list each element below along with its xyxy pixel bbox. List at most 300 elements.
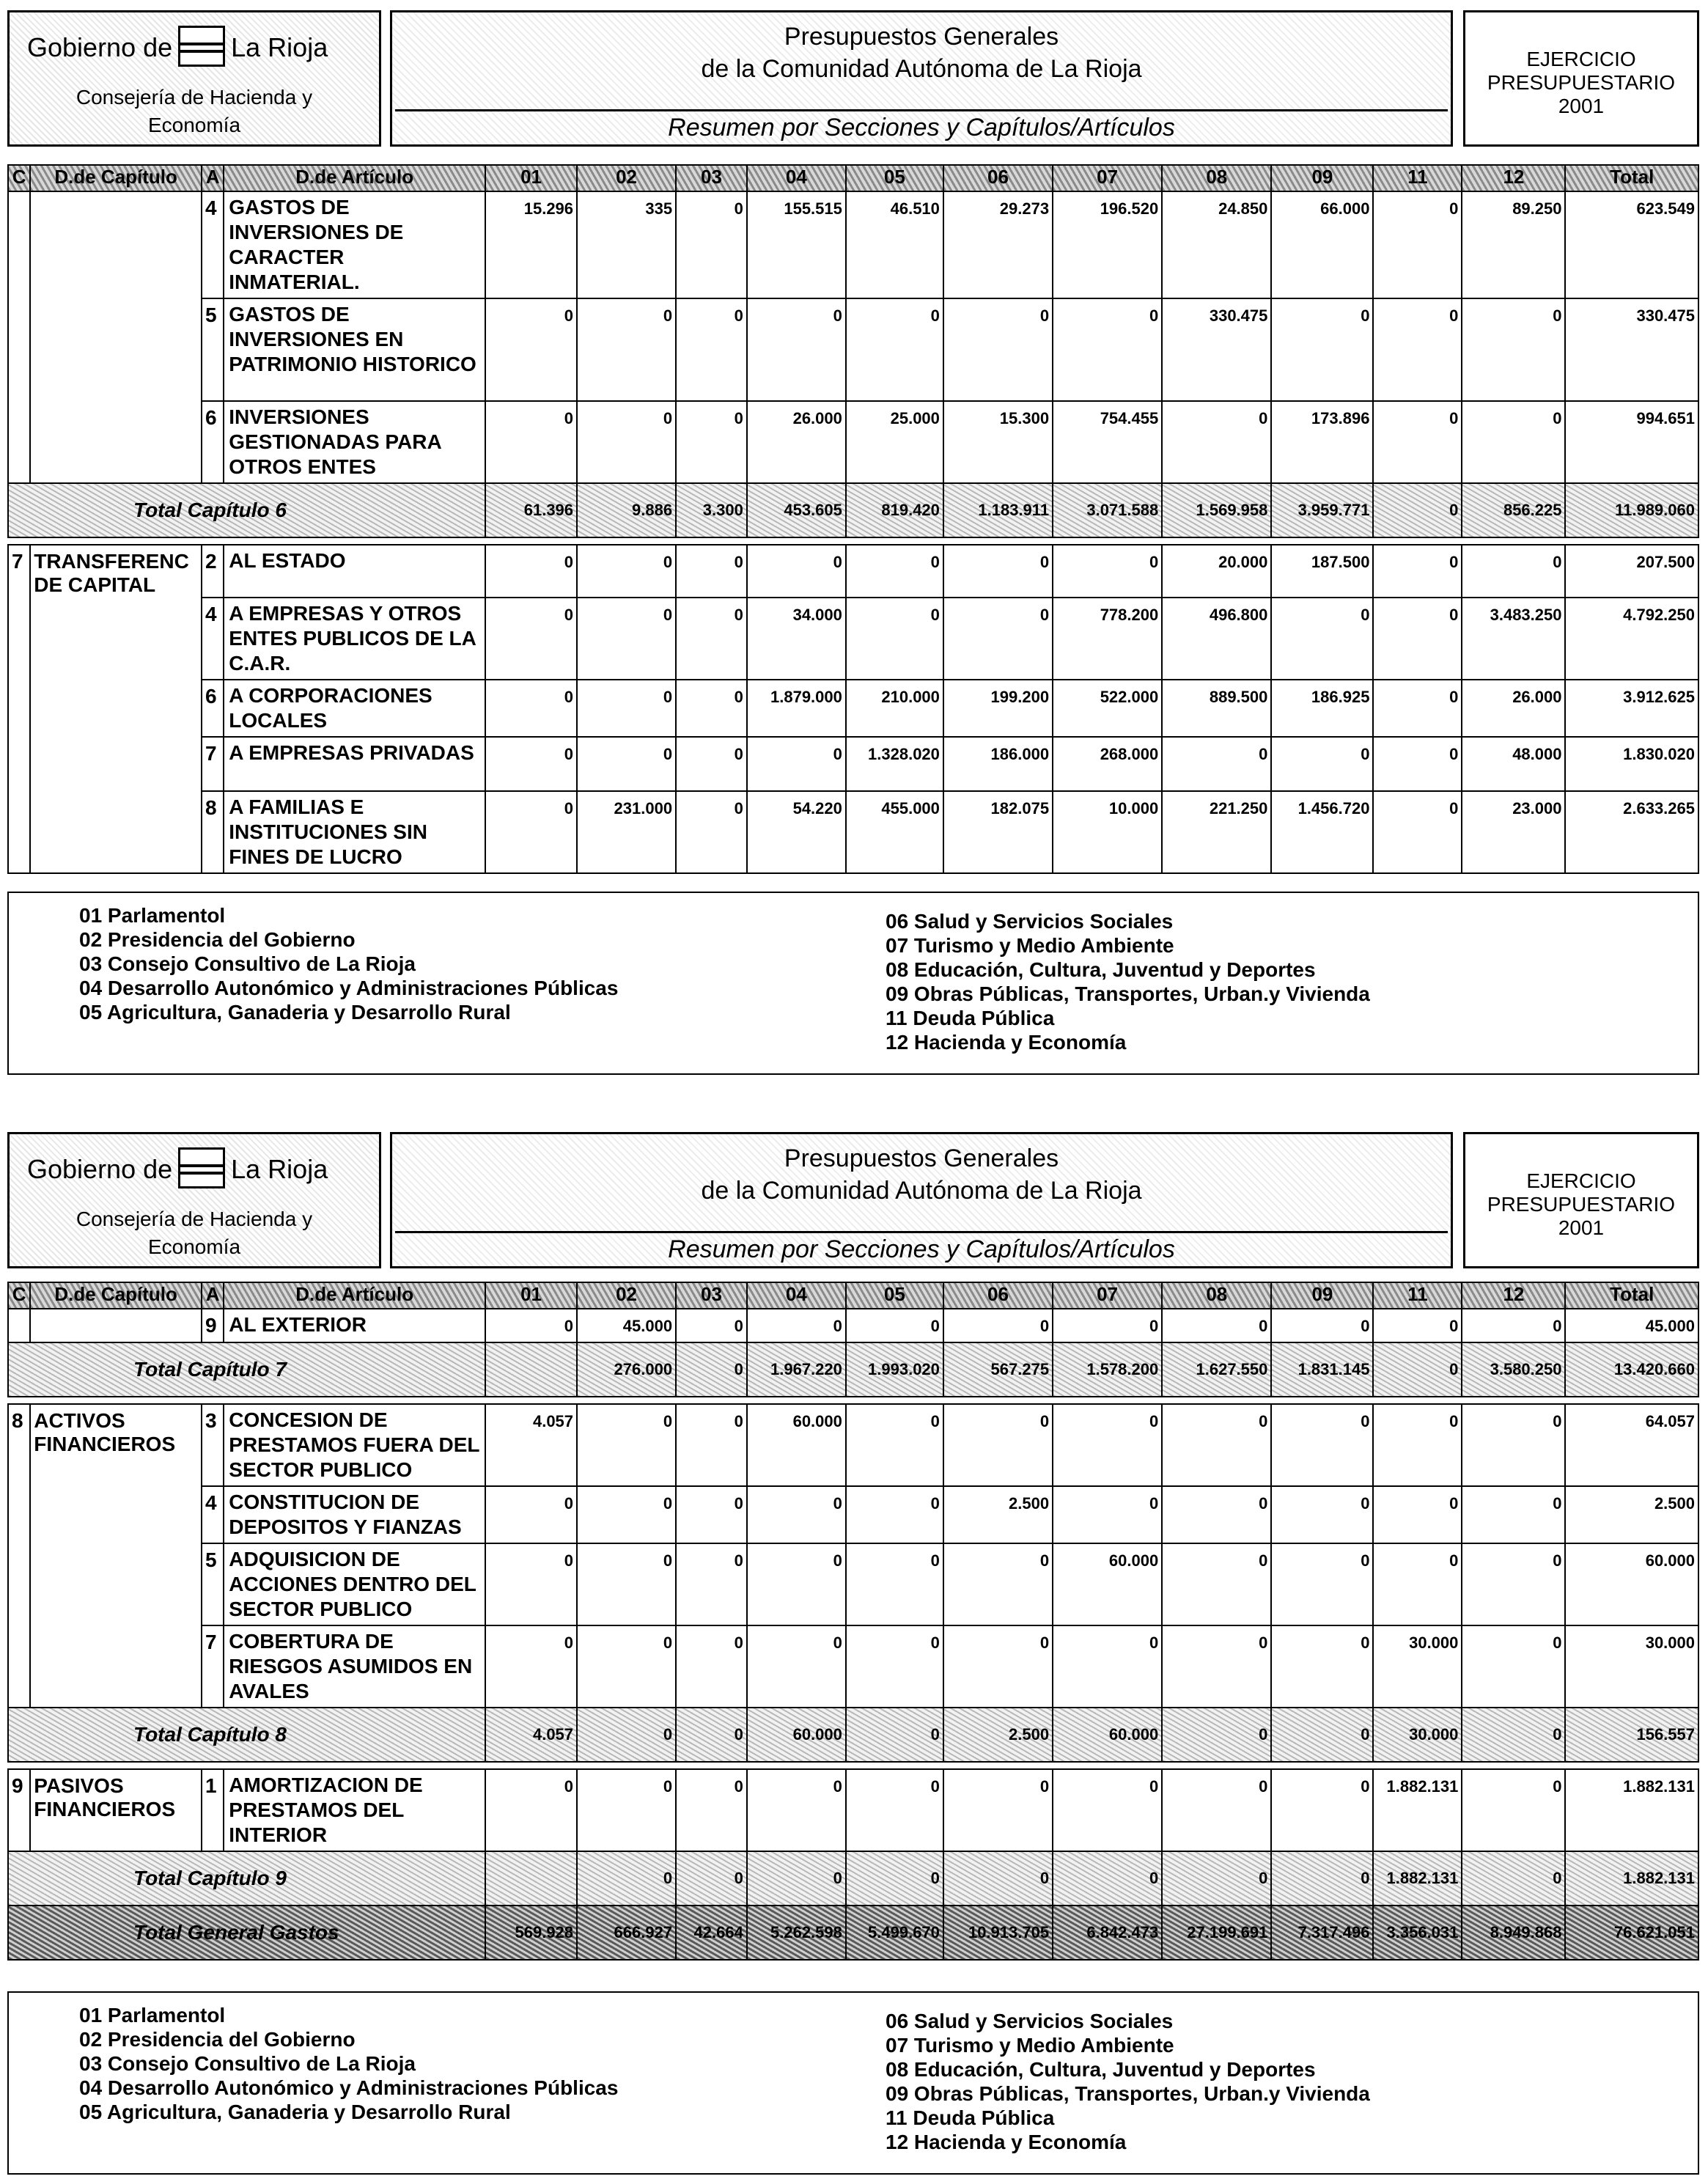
article-description: AMORTIZACION DE PRESTAMOS DEL INTERIOR bbox=[224, 1769, 485, 1851]
table-row bbox=[8, 545, 1698, 598]
article-description: CONCESION DE PRESTAMOS FUERA DEL SECTOR PUBLICO bbox=[224, 1404, 485, 1486]
consejeria-line1: Consejería de Hacienda y bbox=[76, 1208, 313, 1230]
column-header: D.de Capítulo bbox=[30, 1282, 202, 1309]
total-amount: 3.959.771 bbox=[1271, 483, 1373, 537]
table-row bbox=[8, 1543, 1698, 1625]
amount-cell: 0 bbox=[1373, 1486, 1462, 1543]
chapter-code bbox=[8, 1309, 30, 1342]
article-code: 1 bbox=[202, 1769, 224, 1851]
amount-cell: 0 bbox=[1271, 1543, 1373, 1625]
ejercicio-box bbox=[1463, 1132, 1699, 1268]
amount-cell: 0 bbox=[747, 298, 846, 401]
amount-cell: 60.000 bbox=[1565, 1543, 1698, 1625]
total-amount: 3.356.031 bbox=[1373, 1906, 1462, 1960]
amount-cell: 0 bbox=[943, 545, 1053, 598]
amount-cell: 0 bbox=[1053, 1625, 1162, 1708]
amount-cell: 0 bbox=[1373, 1309, 1462, 1342]
total-amount: 0 bbox=[846, 1851, 943, 1906]
amount-cell: 4.057 bbox=[485, 1404, 577, 1486]
column-header: 02 bbox=[577, 165, 676, 191]
column-header: Total bbox=[1565, 1282, 1698, 1309]
total-amount: 42.664 bbox=[676, 1906, 747, 1960]
gov-name-part2: La Rioja bbox=[231, 1154, 328, 1184]
amount-cell: 0 bbox=[1271, 298, 1373, 401]
column-header: C bbox=[8, 1282, 30, 1309]
chapter-name: PASIVOS FINANCIEROS bbox=[30, 1769, 202, 1851]
amount-cell: 34.000 bbox=[747, 598, 846, 680]
column-header-row bbox=[8, 1282, 1698, 1309]
total-amount: 0 bbox=[676, 1708, 747, 1762]
table-row bbox=[8, 791, 1698, 873]
amount-cell: 1.830.020 bbox=[1565, 737, 1698, 791]
amount-cell: 3.912.625 bbox=[1565, 680, 1698, 737]
amount-cell: 0 bbox=[846, 1625, 943, 1708]
total-row-cap7 bbox=[8, 1342, 1698, 1397]
total-amount: 0 bbox=[676, 1342, 747, 1397]
title-box bbox=[390, 10, 1453, 147]
page-header bbox=[0, 1122, 1708, 1272]
article-description: GASTOS DE INVERSIONES EN PATRIMONIO HISTORICO bbox=[224, 298, 485, 401]
amount-cell: 1.456.720 bbox=[1271, 791, 1373, 873]
total-amount: 9.886 bbox=[577, 483, 676, 537]
amount-cell: 0 bbox=[747, 545, 846, 598]
amount-cell: 0 bbox=[1271, 737, 1373, 791]
amount-cell: 0 bbox=[1373, 791, 1462, 873]
amount-cell: 0 bbox=[577, 598, 676, 680]
legend-item: 02 Presidencia del Gobierno bbox=[79, 2028, 356, 2051]
total-amount bbox=[485, 1851, 577, 1906]
legend-item: 05 Agricultura, Ganaderia y Desarrollo Rural bbox=[79, 2101, 511, 2123]
amount-cell: 0 bbox=[676, 680, 747, 737]
amount-cell: 0 bbox=[943, 1625, 1053, 1708]
total-amount: 6.842.473 bbox=[1053, 1906, 1162, 1960]
article-description: CONSTITUCION DE DEPOSITOS Y FIANZAS bbox=[224, 1486, 485, 1543]
total-amount: 0 bbox=[747, 1851, 846, 1906]
legend-item: 01 Parlamentol bbox=[79, 904, 226, 927]
section-legend bbox=[7, 1991, 1699, 2175]
budget-table bbox=[7, 1282, 1699, 1961]
chapter-code: 8 bbox=[8, 1404, 30, 1708]
legend-right bbox=[886, 909, 1370, 1054]
total-label: Total Capítulo 7 bbox=[8, 1342, 485, 1397]
row-separator bbox=[8, 537, 1698, 545]
total-amount: 0 bbox=[1162, 1851, 1271, 1906]
la-rioja-logo-icon bbox=[178, 26, 225, 67]
total-amount: 1.569.958 bbox=[1162, 483, 1271, 537]
column-header: Total bbox=[1565, 165, 1698, 191]
total-amount: 666.927 bbox=[577, 1906, 676, 1960]
amount-cell: 0 bbox=[846, 1404, 943, 1486]
section-legend bbox=[7, 892, 1699, 1075]
total-amount: 0 bbox=[1053, 1851, 1162, 1906]
amount-cell: 187.500 bbox=[1271, 545, 1373, 598]
amount-cell: 46.510 bbox=[846, 191, 943, 298]
amount-cell: 2.633.265 bbox=[1565, 791, 1698, 873]
amount-cell: 0 bbox=[676, 545, 747, 598]
table-row bbox=[8, 1309, 1698, 1342]
amount-cell: 0 bbox=[485, 401, 577, 483]
amount-cell: 182.075 bbox=[943, 791, 1053, 873]
article-code: 9 bbox=[202, 1309, 224, 1342]
amount-cell: 0 bbox=[577, 737, 676, 791]
legend-item: 04 Desarrollo Autonómico y Administraciones Públicas bbox=[79, 2076, 619, 2099]
total-amount: 1.967.220 bbox=[747, 1342, 846, 1397]
amount-cell: 0 bbox=[747, 1486, 846, 1543]
total-amount: 60.000 bbox=[747, 1708, 846, 1762]
government-logo-box bbox=[7, 1132, 381, 1268]
column-header: 05 bbox=[846, 1282, 943, 1309]
article-description: A EMPRESAS PRIVADAS bbox=[224, 737, 485, 791]
amount-cell: 496.800 bbox=[1162, 598, 1271, 680]
total-amount: 567.275 bbox=[943, 1342, 1053, 1397]
total-amount: 76.621.051 bbox=[1565, 1906, 1698, 1960]
total-amount: 27.199.691 bbox=[1162, 1906, 1271, 1960]
ejercicio-line2: PRESUPUESTARIO bbox=[1487, 1193, 1676, 1216]
column-header: 03 bbox=[676, 165, 747, 191]
amount-cell: 207.500 bbox=[1565, 545, 1698, 598]
amount-cell: 0 bbox=[1373, 191, 1462, 298]
total-amount: 13.420.660 bbox=[1565, 1342, 1698, 1397]
amount-cell: 54.220 bbox=[747, 791, 846, 873]
amount-cell: 0 bbox=[846, 1486, 943, 1543]
amount-cell: 994.651 bbox=[1565, 401, 1698, 483]
amount-cell: 66.000 bbox=[1271, 191, 1373, 298]
amount-cell: 0 bbox=[747, 737, 846, 791]
article-code: 4 bbox=[202, 191, 224, 298]
amount-cell: 2.500 bbox=[943, 1486, 1053, 1543]
amount-cell: 0 bbox=[1271, 1769, 1373, 1851]
total-amount: 0 bbox=[676, 1851, 747, 1906]
ejercicio-line1: EJERCICIO bbox=[1526, 48, 1636, 70]
article-description: COBERTURA DE RIESGOS ASUMIDOS EN AVALES bbox=[224, 1625, 485, 1708]
amount-cell: 0 bbox=[577, 545, 676, 598]
amount-cell: 0 bbox=[676, 401, 747, 483]
amount-cell: 0 bbox=[1462, 1486, 1565, 1543]
table-row bbox=[8, 1404, 1698, 1486]
gov-name-part1: Gobierno de bbox=[27, 1154, 173, 1184]
column-header: A bbox=[202, 165, 224, 191]
total-row-cap6 bbox=[8, 483, 1698, 537]
amount-cell: 0 bbox=[485, 1543, 577, 1625]
amount-cell: 0 bbox=[1462, 1404, 1565, 1486]
column-header: 11 bbox=[1373, 165, 1462, 191]
amount-cell: 0 bbox=[485, 598, 577, 680]
legend-item: 02 Presidencia del Gobierno bbox=[79, 928, 356, 951]
amount-cell: 0 bbox=[846, 298, 943, 401]
total-amount: 0 bbox=[943, 1851, 1053, 1906]
article-description: A FAMILIAS E INSTITUCIONES SIN FINES DE LUCRO bbox=[224, 791, 485, 873]
total-amount: 4.057 bbox=[485, 1708, 577, 1762]
total-amount: 7.317.496 bbox=[1271, 1906, 1373, 1960]
article-description: GASTOS DE INVERSIONES DE CARACTER INMATERIAL. bbox=[224, 191, 485, 298]
amount-cell: 2.500 bbox=[1565, 1486, 1698, 1543]
total-amount: 0 bbox=[846, 1708, 943, 1762]
article-description: INVERSIONES GESTIONADAS PARA OTROS ENTES bbox=[224, 401, 485, 483]
amount-cell: 0 bbox=[943, 1543, 1053, 1625]
legend-item: 08 Educación, Cultura, Juventud y Deportes bbox=[886, 2058, 1316, 2081]
title-divider bbox=[395, 1231, 1448, 1233]
column-header-row bbox=[8, 165, 1698, 191]
column-header: 08 bbox=[1162, 165, 1271, 191]
amount-cell: 0 bbox=[1271, 1309, 1373, 1342]
amount-cell: 60.000 bbox=[1053, 1543, 1162, 1625]
amount-cell: 0 bbox=[1462, 401, 1565, 483]
amount-cell: 0 bbox=[485, 298, 577, 401]
total-amount: 10.913.705 bbox=[943, 1906, 1053, 1960]
amount-cell: 26.000 bbox=[747, 401, 846, 483]
title-line2: de la Comunidad Autónoma de La Rioja bbox=[701, 1177, 1142, 1205]
total-amount: 156.557 bbox=[1565, 1708, 1698, 1762]
total-amount: 569.928 bbox=[485, 1906, 577, 1960]
amount-cell: 1.879.000 bbox=[747, 680, 846, 737]
chapter-name bbox=[30, 1309, 202, 1342]
legend-item: 12 Hacienda y Economía bbox=[886, 1031, 1127, 1054]
table-row bbox=[8, 1625, 1698, 1708]
total-label: Total Capítulo 9 bbox=[8, 1851, 485, 1906]
amount-cell: 199.200 bbox=[943, 680, 1053, 737]
amount-cell: 268.000 bbox=[1053, 737, 1162, 791]
total-amount: 5.262.598 bbox=[747, 1906, 846, 1960]
amount-cell: 0 bbox=[1162, 1543, 1271, 1625]
amount-cell: 29.273 bbox=[943, 191, 1053, 298]
amount-cell: 15.300 bbox=[943, 401, 1053, 483]
total-amount: 856.225 bbox=[1462, 483, 1565, 537]
amount-cell: 330.475 bbox=[1565, 298, 1698, 401]
legend-left bbox=[79, 903, 618, 1024]
amount-cell: 0 bbox=[846, 1543, 943, 1625]
amount-cell: 0 bbox=[1162, 1769, 1271, 1851]
article-code: 2 bbox=[202, 545, 224, 598]
amount-cell: 0 bbox=[846, 598, 943, 680]
amount-cell: 1.882.131 bbox=[1373, 1769, 1462, 1851]
amount-cell: 0 bbox=[943, 298, 1053, 401]
chapter-name bbox=[30, 191, 202, 483]
amount-cell: 0 bbox=[846, 1769, 943, 1851]
legend-left bbox=[79, 2003, 618, 2124]
amount-cell: 0 bbox=[485, 1769, 577, 1851]
total-amount: 0 bbox=[1462, 1851, 1565, 1906]
total-amount: 1.627.550 bbox=[1162, 1342, 1271, 1397]
amount-cell: 210.000 bbox=[846, 680, 943, 737]
column-header: A bbox=[202, 1282, 224, 1309]
column-header: 06 bbox=[943, 1282, 1053, 1309]
amount-cell: 0 bbox=[1462, 298, 1565, 401]
total-amount: 1.183.911 bbox=[943, 483, 1053, 537]
total-amount: 1.882.131 bbox=[1373, 1851, 1462, 1906]
amount-cell: 0 bbox=[1162, 737, 1271, 791]
total-amount: 0 bbox=[577, 1708, 676, 1762]
amount-cell: 0 bbox=[1271, 1625, 1373, 1708]
total-amount: 1.993.020 bbox=[846, 1342, 943, 1397]
total-row-cap8 bbox=[8, 1708, 1698, 1762]
article-code: 4 bbox=[202, 598, 224, 680]
amount-cell: 0 bbox=[1373, 1543, 1462, 1625]
amount-cell: 89.250 bbox=[1462, 191, 1565, 298]
amount-cell: 0 bbox=[747, 1543, 846, 1625]
legend-item: 07 Turismo y Medio Ambiente bbox=[886, 2034, 1174, 2057]
article-code: 8 bbox=[202, 791, 224, 873]
title-divider bbox=[395, 109, 1448, 111]
total-amount: 1.882.131 bbox=[1565, 1851, 1698, 1906]
amount-cell: 0 bbox=[1462, 1769, 1565, 1851]
table-row bbox=[8, 191, 1698, 298]
consejeria-line1: Consejería de Hacienda y bbox=[76, 86, 313, 109]
legend-item: 04 Desarrollo Autonómico y Administraciones Públicas bbox=[79, 977, 619, 999]
amount-cell: 0 bbox=[747, 1625, 846, 1708]
total-amount: 5.499.670 bbox=[846, 1906, 943, 1960]
amount-cell: 0 bbox=[577, 1625, 676, 1708]
amount-cell: 64.057 bbox=[1565, 1404, 1698, 1486]
row-separator bbox=[8, 1762, 1698, 1769]
total-amount: 61.396 bbox=[485, 483, 577, 537]
total-amount: 11.989.060 bbox=[1565, 483, 1698, 537]
amount-cell: 186.925 bbox=[1271, 680, 1373, 737]
amount-cell: 1.328.020 bbox=[846, 737, 943, 791]
page-header bbox=[0, 0, 1708, 150]
amount-cell: 45.000 bbox=[1565, 1309, 1698, 1342]
legend-item: 11 Deuda Pública bbox=[886, 2106, 1055, 2129]
legend-item: 06 Salud y Servicios Sociales bbox=[886, 2010, 1174, 2032]
article-code: 5 bbox=[202, 298, 224, 401]
total-amount: 2.500 bbox=[943, 1708, 1053, 1762]
amount-cell: 0 bbox=[676, 191, 747, 298]
amount-cell: 0 bbox=[485, 1625, 577, 1708]
title-line1: Presupuestos Generales bbox=[784, 1144, 1059, 1172]
total-amount: 1.578.200 bbox=[1053, 1342, 1162, 1397]
column-header: 09 bbox=[1271, 1282, 1373, 1309]
amount-cell: 0 bbox=[1162, 1625, 1271, 1708]
column-header: 02 bbox=[577, 1282, 676, 1309]
article-code: 7 bbox=[202, 737, 224, 791]
ejercicio-box bbox=[1463, 10, 1699, 147]
total-row-cap9 bbox=[8, 1851, 1698, 1906]
amount-cell: 455.000 bbox=[846, 791, 943, 873]
table-row bbox=[8, 598, 1698, 680]
amount-cell: 30.000 bbox=[1565, 1625, 1698, 1708]
article-code: 7 bbox=[202, 1625, 224, 1708]
legend-item: 12 Hacienda y Economía bbox=[886, 2131, 1127, 2153]
amount-cell: 0 bbox=[1271, 1486, 1373, 1543]
amount-cell: 0 bbox=[1462, 545, 1565, 598]
amount-cell: 0 bbox=[1462, 1543, 1565, 1625]
consejeria-line2: Economía bbox=[147, 114, 241, 136]
amount-cell: 48.000 bbox=[1462, 737, 1565, 791]
amount-cell: 0 bbox=[577, 1486, 676, 1543]
consejeria-line2: Economía bbox=[147, 1235, 241, 1258]
amount-cell: 0 bbox=[1373, 737, 1462, 791]
article-description: A CORPORACIONES LOCALES bbox=[224, 680, 485, 737]
amount-cell: 186.000 bbox=[943, 737, 1053, 791]
amount-cell: 23.000 bbox=[1462, 791, 1565, 873]
table-row bbox=[8, 737, 1698, 791]
amount-cell: 0 bbox=[485, 680, 577, 737]
chapter-code bbox=[8, 191, 30, 483]
table-row bbox=[8, 680, 1698, 737]
ejercicio-line1: EJERCICIO bbox=[1526, 1169, 1636, 1192]
chapter-code: 9 bbox=[8, 1769, 30, 1851]
total-amount bbox=[485, 1342, 577, 1397]
column-header: 06 bbox=[943, 165, 1053, 191]
amount-cell: 231.000 bbox=[577, 791, 676, 873]
amount-cell: 0 bbox=[1373, 401, 1462, 483]
subtitle: Resumen por Secciones y Capítulos/Artículos bbox=[668, 1235, 1175, 1263]
amount-cell: 1.882.131 bbox=[1565, 1769, 1698, 1851]
column-header: D.de Capítulo bbox=[30, 165, 202, 191]
title-box bbox=[390, 1132, 1453, 1268]
table-row bbox=[8, 1769, 1698, 1851]
legend-item: 09 Obras Públicas, Transportes, Urban.y Vivienda bbox=[886, 982, 1370, 1005]
total-amount: 0 bbox=[1373, 1342, 1462, 1397]
amount-cell: 0 bbox=[676, 737, 747, 791]
amount-cell: 10.000 bbox=[1053, 791, 1162, 873]
amount-cell: 0 bbox=[1053, 298, 1162, 401]
amount-cell: 0 bbox=[485, 737, 577, 791]
chapter-name: ACTIVOS FINANCIEROS bbox=[30, 1404, 202, 1708]
amount-cell: 0 bbox=[577, 1543, 676, 1625]
total-label: Total Capítulo 8 bbox=[8, 1708, 485, 1762]
amount-cell: 0 bbox=[577, 680, 676, 737]
amount-cell: 0 bbox=[1462, 1625, 1565, 1708]
amount-cell: 0 bbox=[1373, 298, 1462, 401]
amount-cell: 0 bbox=[846, 1309, 943, 1342]
column-header: 01 bbox=[485, 1282, 577, 1309]
amount-cell: 196.520 bbox=[1053, 191, 1162, 298]
column-header: 04 bbox=[747, 1282, 846, 1309]
amount-cell: 25.000 bbox=[846, 401, 943, 483]
legend-item: 06 Salud y Servicios Sociales bbox=[886, 910, 1174, 933]
amount-cell: 30.000 bbox=[1373, 1625, 1462, 1708]
total-general-row bbox=[8, 1906, 1698, 1960]
amount-cell: 0 bbox=[676, 1543, 747, 1625]
legend-item: 11 Deuda Pública bbox=[886, 1007, 1055, 1029]
amount-cell: 26.000 bbox=[1462, 680, 1565, 737]
amount-cell: 0 bbox=[1162, 1309, 1271, 1342]
column-header: 12 bbox=[1462, 1282, 1565, 1309]
legend-item: 09 Obras Públicas, Transportes, Urban.y Vivienda bbox=[886, 2082, 1370, 2105]
amount-cell: 0 bbox=[1162, 1486, 1271, 1543]
amount-cell: 0 bbox=[1373, 1404, 1462, 1486]
total-amount: 0 bbox=[1462, 1708, 1565, 1762]
amount-cell: 0 bbox=[1373, 545, 1462, 598]
column-header: D.de Artículo bbox=[224, 165, 485, 191]
amount-cell: 0 bbox=[577, 1769, 676, 1851]
amount-cell: 24.850 bbox=[1162, 191, 1271, 298]
amount-cell: 0 bbox=[1271, 598, 1373, 680]
gov-name-part1: Gobierno de bbox=[27, 32, 173, 62]
amount-cell: 0 bbox=[676, 1404, 747, 1486]
amount-cell: 754.455 bbox=[1053, 401, 1162, 483]
amount-cell: 4.792.250 bbox=[1565, 598, 1698, 680]
amount-cell: 889.500 bbox=[1162, 680, 1271, 737]
table-row bbox=[8, 298, 1698, 401]
article-code: 4 bbox=[202, 1486, 224, 1543]
amount-cell: 0 bbox=[577, 1404, 676, 1486]
amount-cell: 522.000 bbox=[1053, 680, 1162, 737]
amount-cell: 15.296 bbox=[485, 191, 577, 298]
column-header: 07 bbox=[1053, 165, 1162, 191]
total-amount: 30.000 bbox=[1373, 1708, 1462, 1762]
table-row bbox=[8, 401, 1698, 483]
amount-cell: 335 bbox=[577, 191, 676, 298]
legend-item: 08 Educación, Cultura, Juventud y Deportes bbox=[886, 958, 1316, 981]
column-header: 12 bbox=[1462, 165, 1565, 191]
legend-item: 01 Parlamentol bbox=[79, 2004, 226, 2026]
chapter-name: TRANSFERENC DE CAPITAL bbox=[30, 545, 202, 873]
total-amount: 819.420 bbox=[846, 483, 943, 537]
total-amount: 0 bbox=[1271, 1851, 1373, 1906]
total-amount: 0 bbox=[1271, 1708, 1373, 1762]
article-code: 3 bbox=[202, 1404, 224, 1486]
